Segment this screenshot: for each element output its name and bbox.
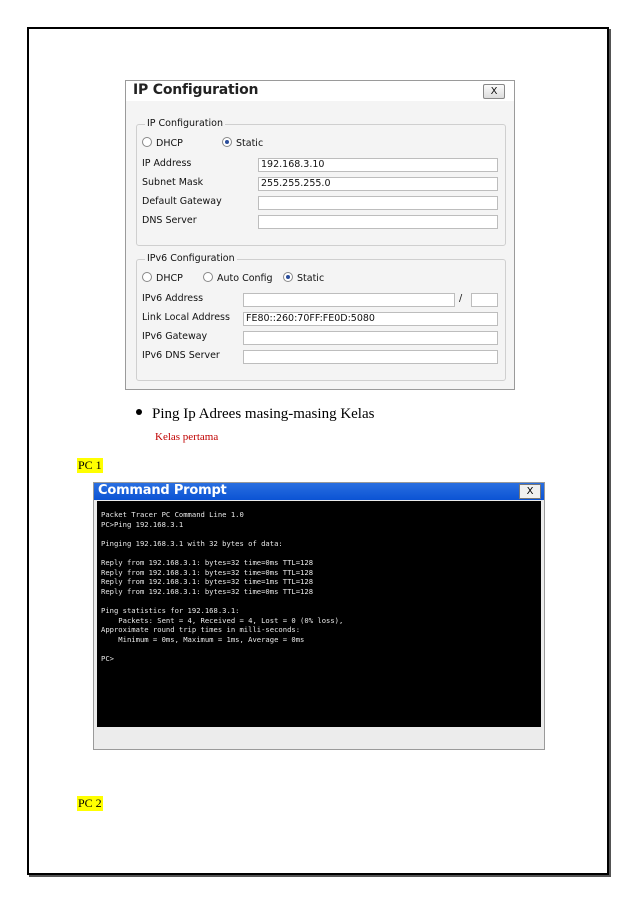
prefix-separator: / — [459, 293, 463, 304]
radio-off-icon — [203, 272, 213, 282]
ipv6-static-radio[interactable] — [283, 271, 324, 287]
ipv6-auto-config-radio[interactable] — [203, 271, 273, 287]
ipv6-static-label: Static — [297, 273, 325, 284]
default-gateway-label: Default Gateway — [142, 196, 222, 207]
ipv6-dns-label: IPv6 DNS Server — [142, 350, 220, 361]
ipv6-auto-config-label: Auto Config — [217, 273, 273, 284]
cmd-window-titlebar[interactable] — [94, 483, 544, 500]
link-local-label: Link Local Address — [142, 312, 230, 323]
pc1-label: PC 1 — [78, 458, 102, 472]
cmd-window-close-button[interactable]: X — [519, 484, 541, 499]
cmd-window-title: Command Prompt — [98, 483, 227, 498]
ipv4-dhcp-radio[interactable] — [142, 136, 183, 152]
ipv6-config-group — [136, 253, 506, 381]
radio-off-icon — [142, 272, 152, 282]
ip-address-label: IP Address — [142, 158, 192, 169]
ip-window-titlebar[interactable] — [126, 81, 514, 101]
bullet-item — [136, 406, 374, 423]
ipv6-group-legend: IPv6 Configuration — [147, 253, 235, 264]
bullet-icon — [136, 409, 142, 415]
terminal-output[interactable]: Packet Tracer PC Command Line 1.0 PC>Ping 192.168.3.1 Pinging 192.168.3.1 with 32 bytes of data: Reply from 192.168.3.1: bytes=32 time=0ms TTL=128 Reply from 192.168.3.1: bytes=32 time=0ms TTL=128 Reply from 192.168.3.1: bytes=32 time=1ms TTL=128 Reply from 192.168.3.1: bytes=32 time=0ms TTL=128 Ping statistics for 192.168.3.1: Packets: Sent = 4, Received = 4, Lost = 0 (0% loss), Approximate round trip times in milli-seconds: Minimum = 0ms, Maximum = 1ms, Average = 0ms PC> — [97, 501, 541, 727]
link-local-input[interactable]: FE80::260:70FF:FE0D:5080 — [243, 312, 498, 326]
ipv6-address-input[interactable] — [243, 293, 455, 307]
ipv6-dhcp-label: DHCP — [156, 273, 183, 284]
ipv4-config-group — [136, 118, 506, 246]
ipv6-prefix-input[interactable] — [471, 293, 498, 307]
ip-address-input[interactable]: 192.168.3.10 — [258, 158, 498, 172]
ipv6-gateway-label: IPv6 Gateway — [142, 331, 208, 342]
ip-configuration-window — [125, 80, 515, 390]
ipv4-group-legend: IP Configuration — [147, 118, 223, 129]
ipv4-dhcp-label: DHCP — [156, 138, 183, 149]
ipv4-static-radio[interactable] — [222, 136, 263, 152]
ipv4-static-label: Static — [236, 138, 264, 149]
ipv6-dhcp-radio[interactable] — [142, 271, 183, 287]
dns-server-label: DNS Server — [142, 215, 197, 226]
radio-on-icon — [283, 272, 293, 282]
dns-server-input[interactable] — [258, 215, 498, 229]
subnet-mask-input[interactable]: 255.255.255.0 — [258, 177, 498, 191]
ipv6-address-label: IPv6 Address — [142, 293, 204, 304]
ip-window-close-button[interactable]: X — [483, 84, 505, 99]
radio-off-icon — [142, 137, 152, 147]
default-gateway-input[interactable] — [258, 196, 498, 210]
radio-on-icon — [222, 137, 232, 147]
ip-window-title: IP Configuration — [133, 82, 259, 98]
ipv6-gateway-input[interactable] — [243, 331, 498, 345]
ipv6-dns-input[interactable] — [243, 350, 498, 364]
command-prompt-window — [93, 482, 545, 750]
subnet-mask-label: Subnet Mask — [142, 177, 204, 188]
bullet-text: Ping Ip Adrees masing-masing Kelas — [152, 406, 375, 422]
section-subtitle: Kelas pertama — [155, 431, 219, 443]
pc2-label: PC 2 — [78, 796, 102, 810]
